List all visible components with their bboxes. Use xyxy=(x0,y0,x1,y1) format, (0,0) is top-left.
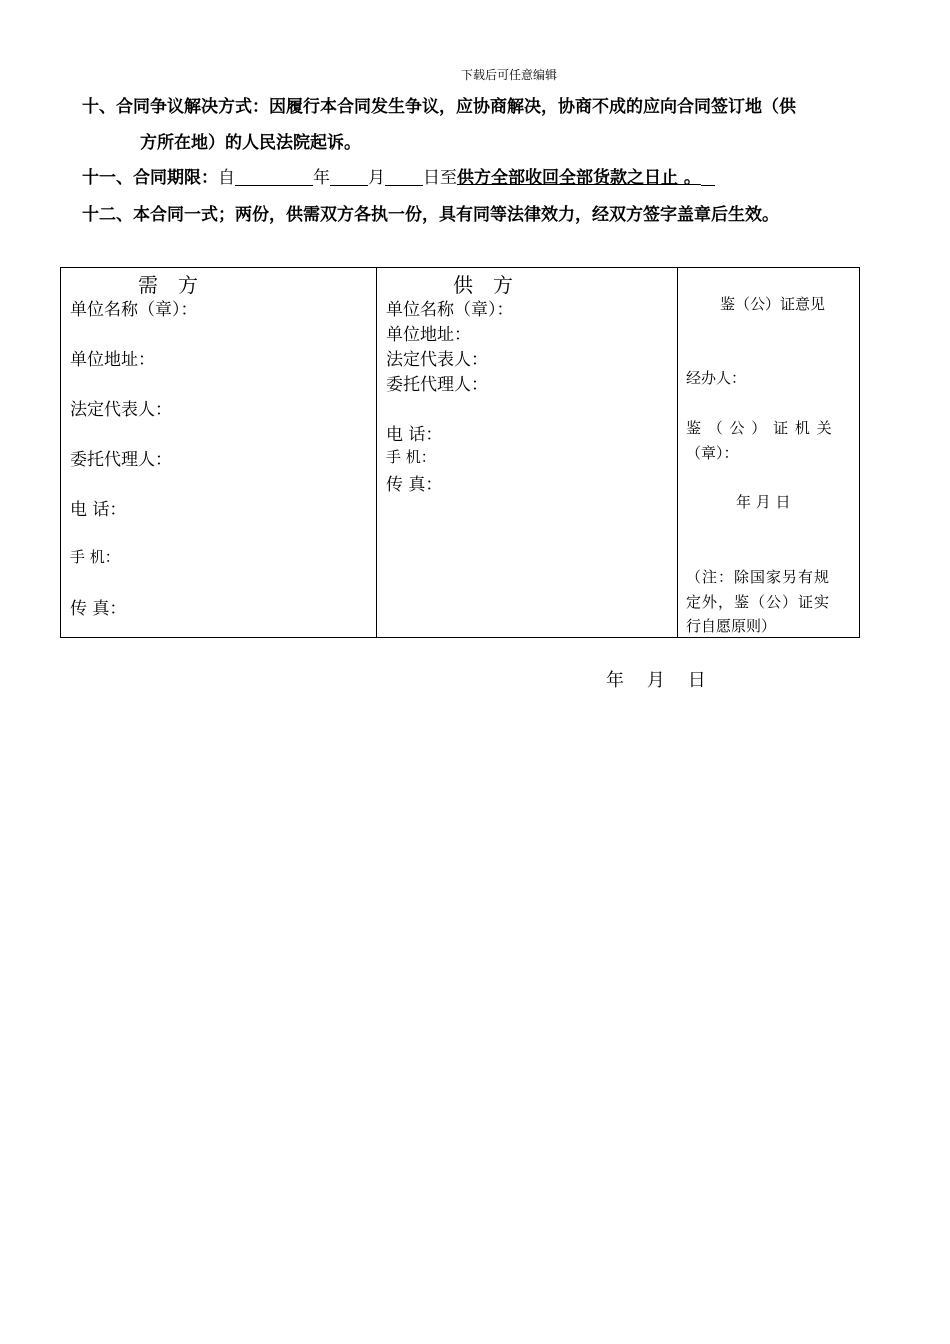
buyer-legal-rep-label: 法定代表人： xyxy=(70,400,172,420)
notary-authority-line2: （章）： xyxy=(686,444,739,462)
clause-11-end-text: 供方全部收回全部货款之日止 。 xyxy=(457,168,701,188)
buyer-agent-label: 委托代理人： xyxy=(70,450,172,470)
month-blank[interactable] xyxy=(330,168,368,186)
header-note: 下载后可任意编辑 xyxy=(460,68,557,82)
clause-10-line2: 方所在地）的人民法院起诉。 xyxy=(140,133,361,153)
supplier-fax-label: 传 真： xyxy=(386,475,443,495)
supplier-title: 供 方 xyxy=(453,273,513,297)
day-blank[interactable] xyxy=(385,168,423,186)
supplier-address-label: 单位地址： xyxy=(386,325,471,345)
clause-11-month: 月 xyxy=(368,168,385,188)
notary-title: 鉴（公）证意见 xyxy=(720,295,826,313)
buyer-fax-label: 传 真： xyxy=(70,599,127,619)
clause-10-line1: 十、合同争议解决方式：因履行本合同发生争议，应协商解决，协商不成的应向合同签订地（供 xyxy=(82,97,796,117)
notary-date: 年 月 日 xyxy=(736,493,791,511)
clause-11-from: 自 xyxy=(218,168,235,188)
end-blank xyxy=(701,168,715,186)
buyer-title: 需 方 xyxy=(138,273,198,297)
signature-table xyxy=(60,267,860,638)
buyer-address-label: 单位地址： xyxy=(70,350,155,370)
clause-11-day-to: 日至 xyxy=(423,168,457,188)
notary-cell xyxy=(678,268,860,638)
supplier-agent-label: 委托代理人： xyxy=(386,375,488,395)
notary-handler-label: 经办人： xyxy=(686,369,747,387)
buyer-name-label: 单位名称（章）： xyxy=(70,300,198,320)
notary-note-line3: 行自愿原则） xyxy=(686,617,777,635)
supplier-name-label: 单位名称（章）： xyxy=(386,300,514,320)
notary-note-line1: （注：除国家另有规 xyxy=(686,568,831,586)
supplier-mobile-label: 手 机： xyxy=(386,448,436,466)
supplier-legal-rep-label: 法定代表人： xyxy=(386,350,488,370)
supplier-cell xyxy=(377,268,678,638)
footer-date: 年 月 日 xyxy=(606,670,706,691)
clause-12: 十二、本合同一式；两份，供需双方各执一份，具有同等法律效力，经双方签字盖章后生效。 xyxy=(82,205,779,225)
supplier-phone-label: 电 话： xyxy=(386,425,443,445)
notary-note-line2: 定外，鉴（公）证实 xyxy=(686,593,831,611)
clause-11-label: 十一、合同期限： xyxy=(82,168,218,188)
clause-11 xyxy=(82,163,715,188)
buyer-mobile-label: 手 机： xyxy=(70,548,120,566)
year-blank[interactable] xyxy=(235,168,313,186)
buyer-phone-label: 电 话： xyxy=(70,500,127,520)
clause-11-year: 年 xyxy=(313,168,330,188)
notary-authority-line1: 鉴 （ 公 ） 证 机 关 xyxy=(686,419,833,437)
buyer-cell xyxy=(61,268,377,638)
